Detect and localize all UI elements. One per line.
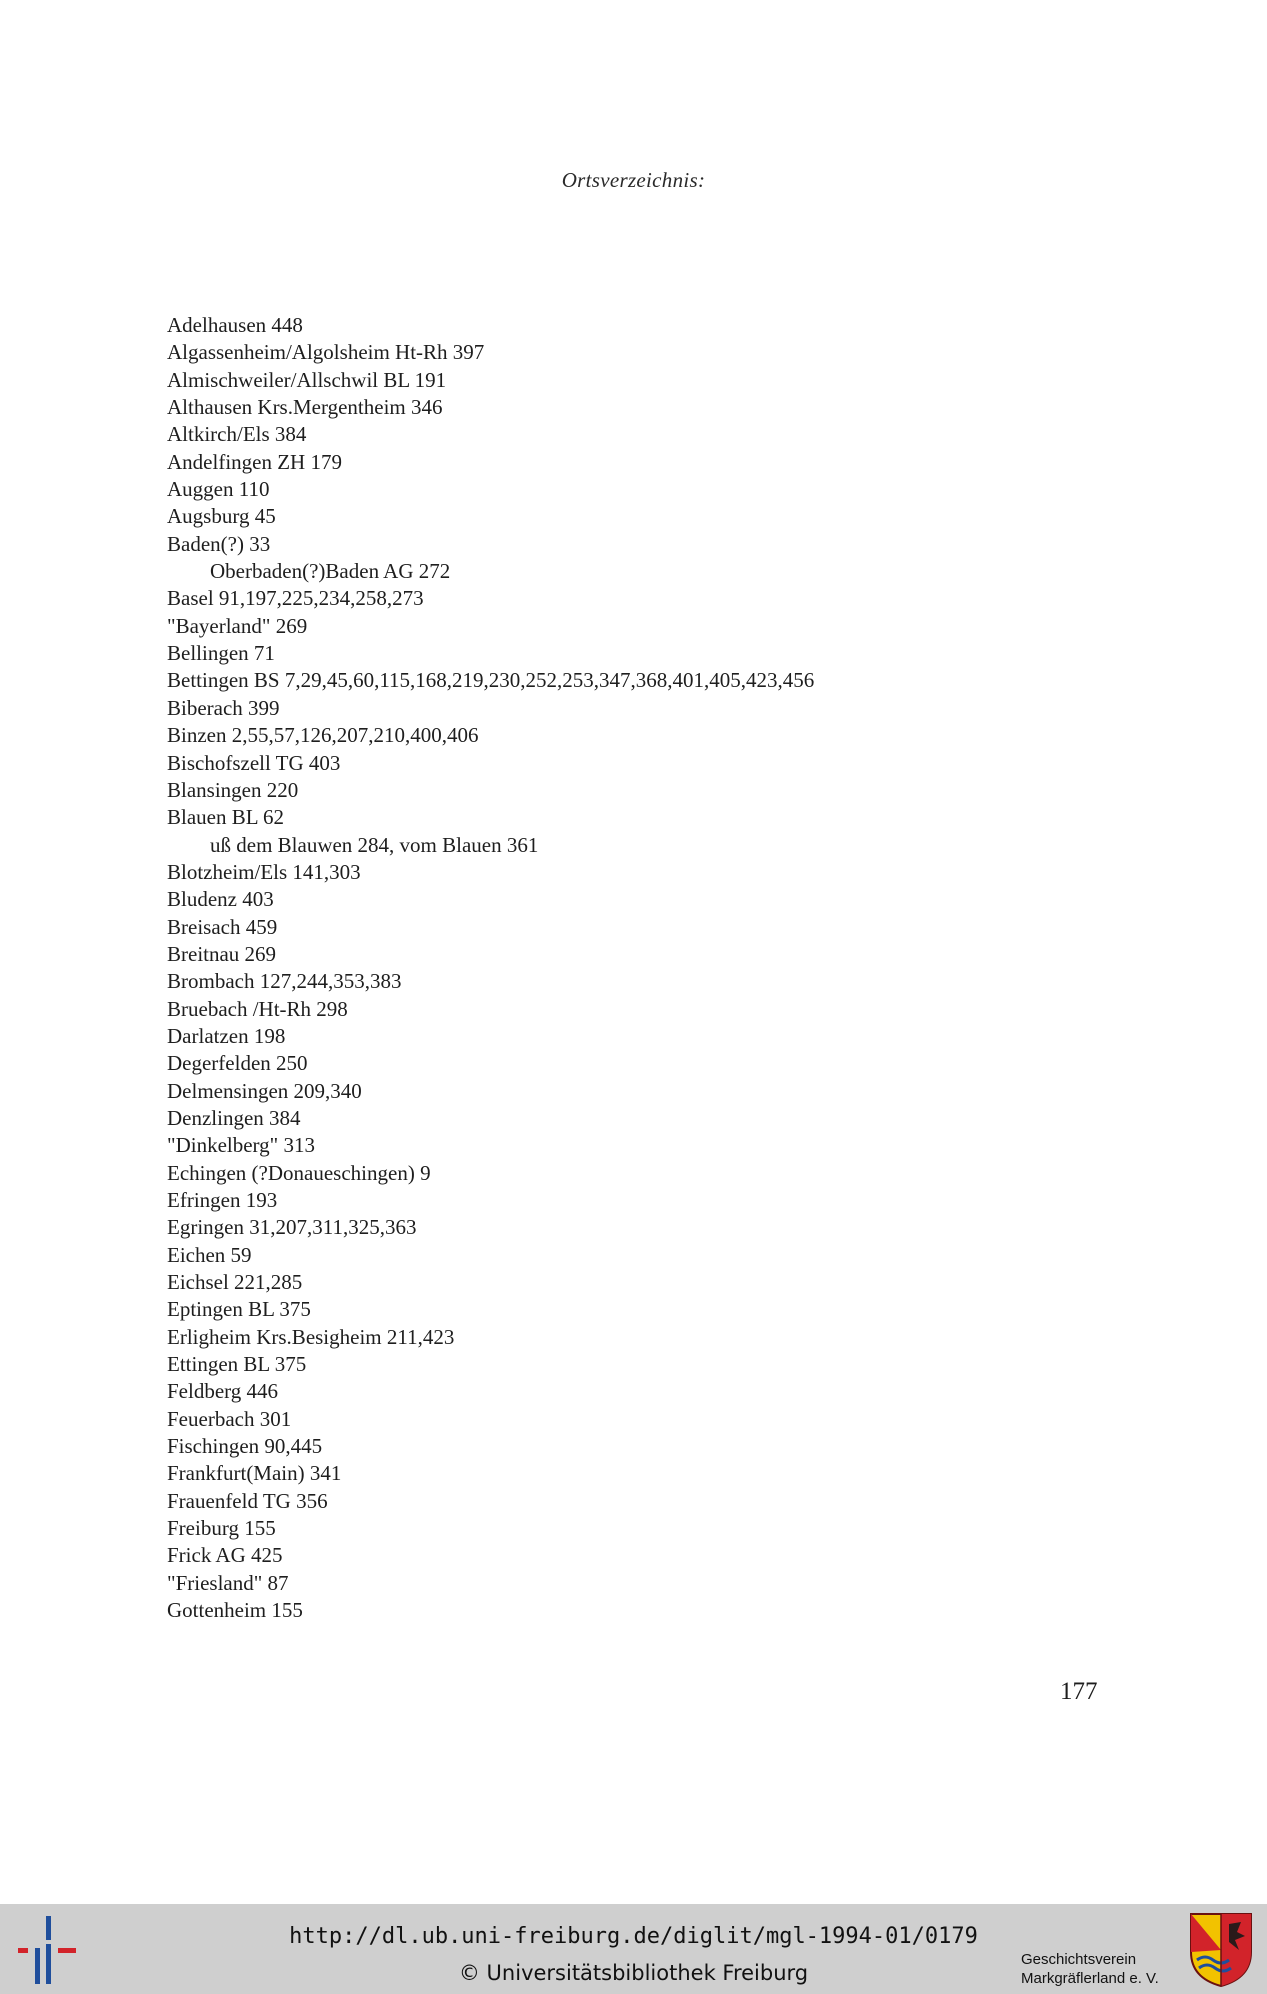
page-number: 177	[1060, 1678, 1098, 1705]
index-entry: Echingen (?Donaueschingen) 9	[167, 1160, 431, 1185]
index-entry: Basel 91,197,225,234,258,273	[167, 586, 424, 611]
index-entry: "Dinkelberg" 313	[167, 1133, 315, 1158]
index-entry: Baden(?) 33	[167, 531, 271, 556]
index-entry: Fischingen 90,445	[167, 1434, 323, 1459]
index-subentry: Oberbaden(?)Baden AG 272	[210, 559, 451, 584]
index-entry: Delmensingen 209,340	[167, 1078, 362, 1103]
index-entry: Bischofszell TG 403	[167, 750, 341, 775]
copyright-text: © Universitätsbibliothek Freiburg	[458, 1961, 809, 1985]
index-entry: Eptingen BL 375	[167, 1297, 311, 1322]
index-entry: Egringen 31,207,311,325,363	[167, 1215, 417, 1240]
index-entry: Auggen 110	[167, 477, 270, 502]
index-entry: Andelfingen ZH 179	[167, 449, 342, 474]
index-entry: Darlatzen 198	[167, 1023, 286, 1048]
index-entry: Bruebach /Ht-Rh 298	[167, 996, 348, 1021]
index-entry: Denzlingen 384	[167, 1105, 301, 1130]
index-entry: Feuerbach 301	[167, 1406, 292, 1431]
index-entry: Almischweiler/Allschwil BL 191	[167, 367, 447, 392]
society-name-line1: Geschichtsverein	[1021, 1951, 1137, 1968]
index-entry: Eichsel 221,285	[167, 1270, 303, 1295]
footer-bar	[0, 1904, 1267, 1994]
society-name	[1021, 1950, 1159, 1988]
society-name-line2: Markgräflerland e. V.	[1021, 1970, 1159, 1987]
index-entry: Frick AG 425	[167, 1543, 283, 1568]
index-entry: Binzen 2,55,57,126,207,210,400,406	[167, 723, 479, 748]
index-entry: Biberach 399	[167, 695, 280, 720]
index-entry: Efringen 193	[167, 1188, 278, 1212]
place-index-list	[167, 312, 1067, 1625]
index-entry: Feldberg 446	[167, 1379, 279, 1404]
index-entry: Blansingen 220	[167, 777, 299, 802]
document-url-link[interactable]: http://dl.ub.uni-freiburg.de/diglit/mgl-1994-01/0179	[289, 1924, 978, 1949]
index-entry: Freiburg 155	[167, 1516, 276, 1541]
index-entry: Degerfelden 250	[167, 1051, 308, 1076]
index-entry: Erligheim Krs.Besigheim 211,423	[167, 1324, 455, 1349]
index-subentry: uß dem Blauwen 284, vom Blauen 361	[210, 832, 539, 857]
index-entry: Breisach 459	[167, 914, 278, 939]
index-entry: Blauen BL 62	[167, 805, 285, 830]
index-entry: "Friesland" 87	[167, 1570, 289, 1595]
index-entry: Bettingen BS 7,29,45,60,115,168,219,230,252,253,347,368,401,405,423,456	[167, 668, 815, 693]
index-entry: Bludenz 403	[167, 887, 274, 912]
index-entry: Brombach 127,244,353,383	[167, 969, 402, 994]
index-entry: Ettingen BL 375	[167, 1352, 307, 1377]
index-entry: "Bayerland" 269	[167, 613, 308, 638]
page-heading: Ortsverzeichnis:	[561, 168, 706, 192]
index-entry: Frankfurt(Main) 341	[167, 1461, 342, 1486]
coat-of-arms-icon[interactable]	[1189, 1912, 1253, 1988]
index-entry: Althausen Krs.Mergentheim 346	[167, 395, 443, 420]
index-entry: Algassenheim/Algolsheim Ht-Rh 397	[167, 340, 485, 365]
index-entry: Eichen 59	[167, 1242, 252, 1267]
index-entry: Altkirch/Els 384	[167, 422, 307, 447]
index-entry: Gottenheim 155	[167, 1598, 303, 1623]
index-entry: Frauenfeld TG 356	[167, 1488, 328, 1513]
index-entry: Adelhausen 448	[167, 313, 303, 337]
index-entry: Bellingen 71	[167, 641, 275, 666]
index-entry: Breitnau 269	[167, 941, 277, 966]
index-entry: Augsburg 45	[167, 504, 276, 529]
index-entry: Blotzheim/Els 141,303	[167, 859, 361, 884]
